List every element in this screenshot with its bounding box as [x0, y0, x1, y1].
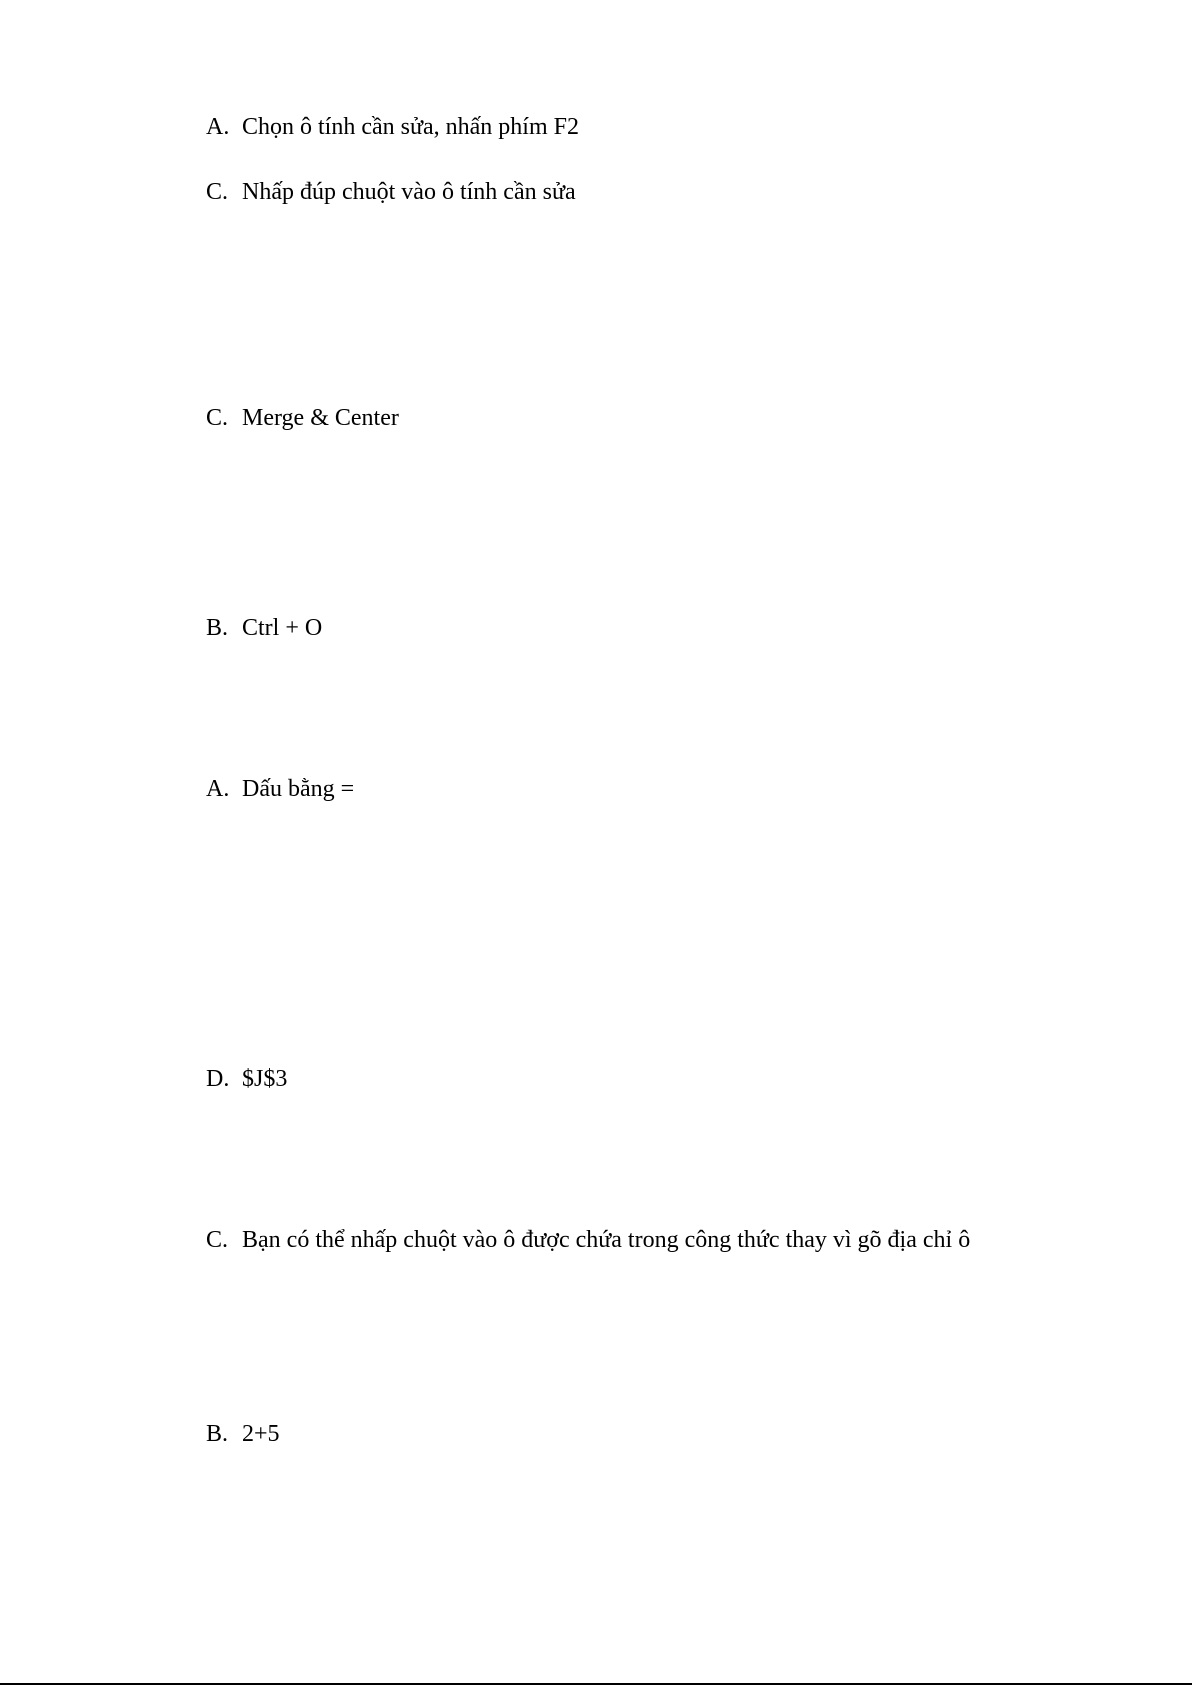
option-letter: A.: [206, 114, 230, 140]
answer-option: [206, 614, 322, 642]
answer-option: [206, 178, 576, 206]
option-letter: C.: [206, 1227, 229, 1253]
option-text: Bạn có thể nhấp chuột vào ô được chứa trong công thức thay vì gõ địa chỉ ô: [242, 1227, 971, 1253]
option-text: Chọn ô tính cần sửa, nhấn phím F2: [242, 114, 579, 140]
option-letter: D.: [206, 1066, 230, 1092]
option-letter: B.: [206, 615, 229, 641]
answer-option: [206, 1065, 287, 1093]
answer-option: [206, 404, 399, 432]
answer-option: [206, 775, 354, 803]
option-letter: C.: [206, 179, 229, 205]
option-letter: B.: [206, 1421, 229, 1447]
option-letter: C.: [206, 405, 229, 431]
option-text: 2+5: [242, 1421, 280, 1447]
answer-option: [206, 1420, 280, 1448]
option-text: $J$3: [242, 1066, 288, 1092]
option-text: Dấu bằng =: [242, 776, 355, 802]
answer-option: [206, 1226, 970, 1254]
answer-option: [206, 113, 579, 141]
option-letter: A.: [206, 776, 230, 802]
option-text: Merge & Center: [242, 405, 399, 431]
option-text: Ctrl + O: [242, 615, 323, 641]
option-text: Nhấp đúp chuột vào ô tính cần sửa: [242, 179, 576, 205]
